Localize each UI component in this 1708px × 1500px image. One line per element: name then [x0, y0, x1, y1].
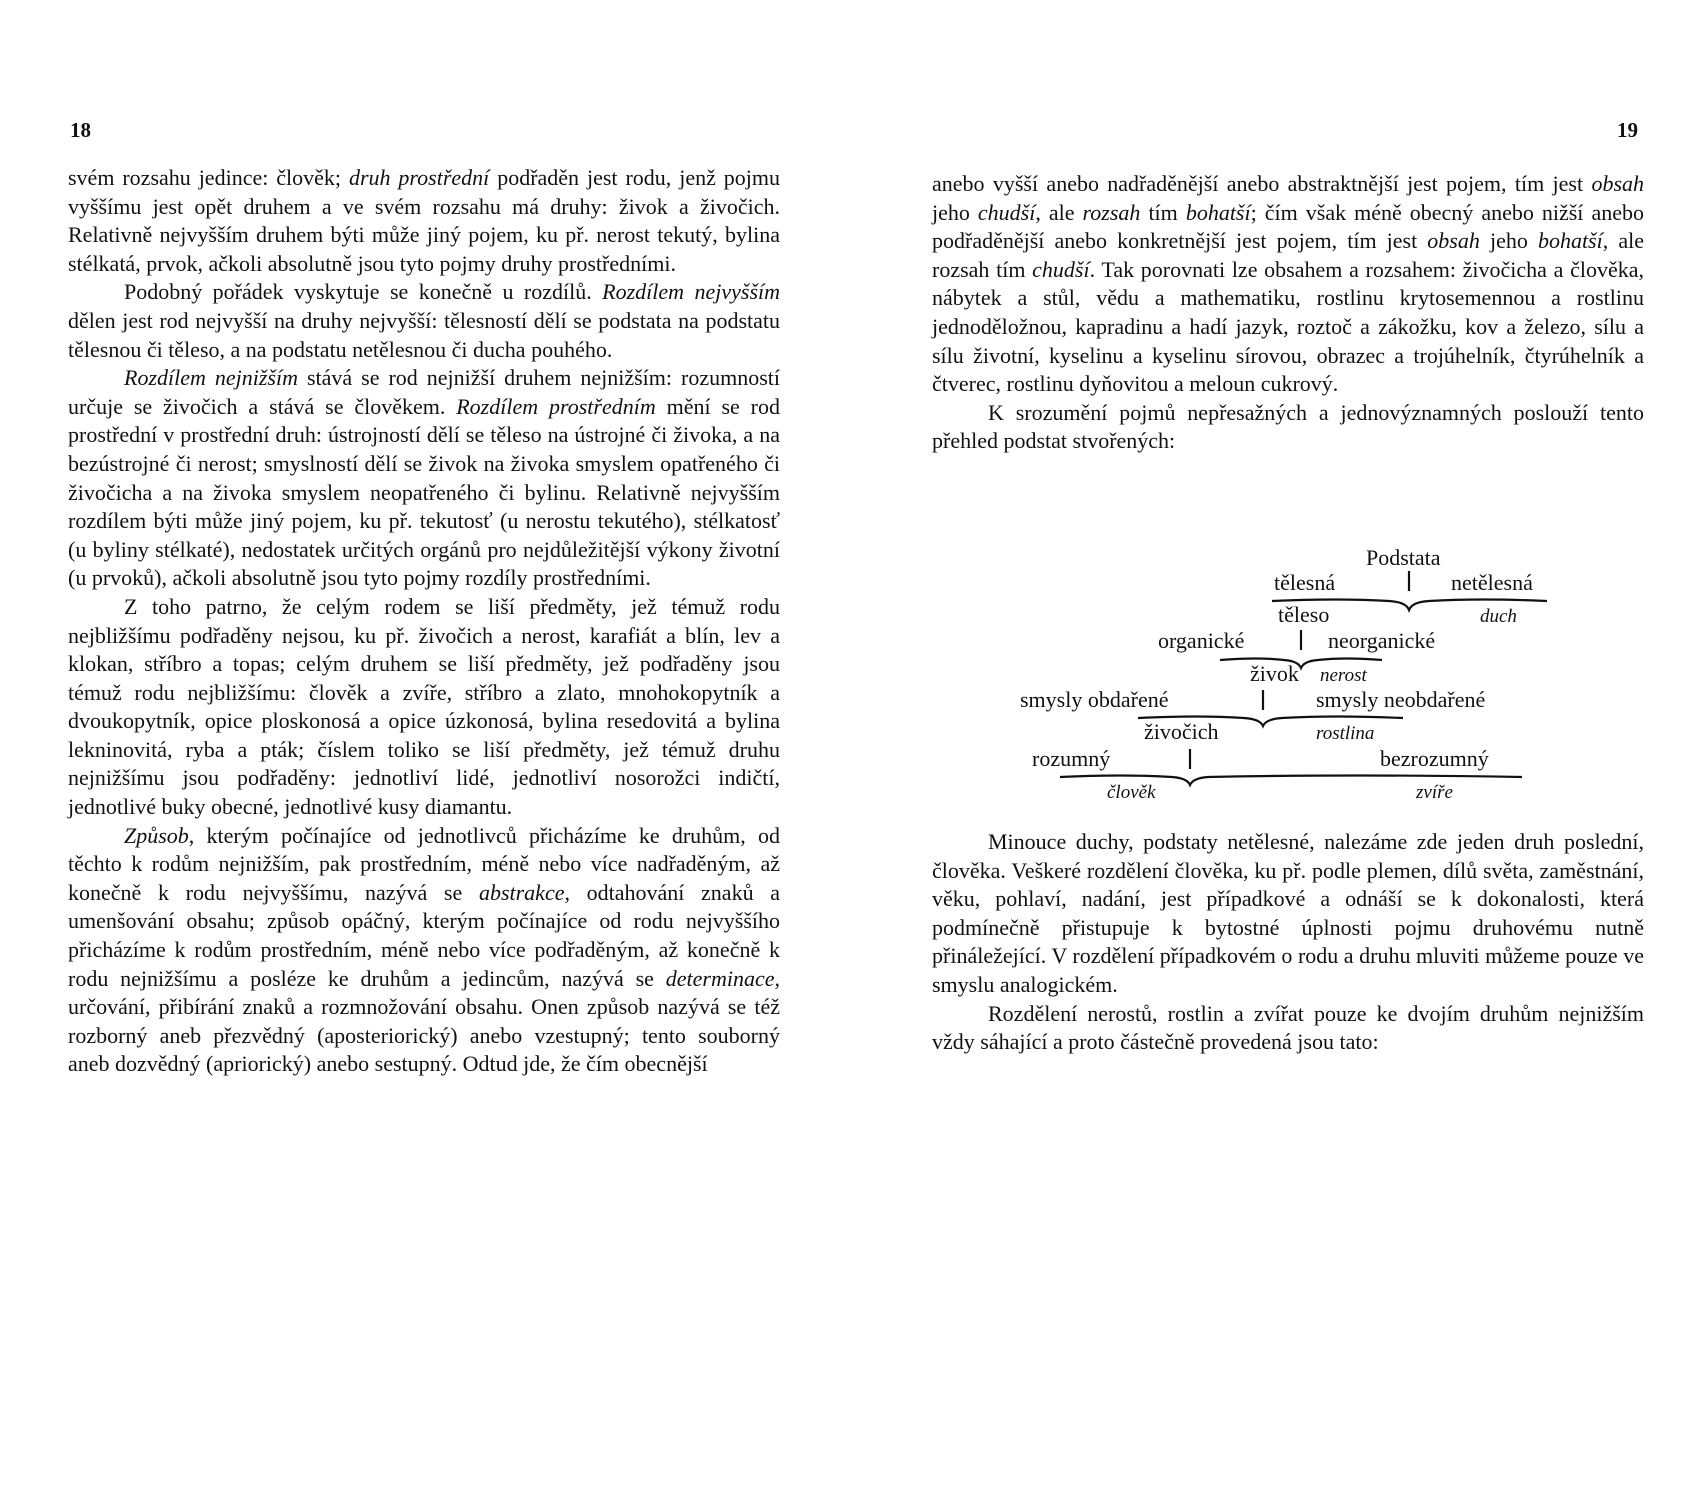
diagram-l2-left: organické	[1158, 628, 1245, 653]
left-text-column	[68, 164, 780, 1079]
diagram-l4-right-result: zvíře	[1416, 782, 1453, 803]
diagram-l3-left: smysly obdařené	[1020, 687, 1169, 712]
diagram-l3-right: smysly neobdařené	[1316, 687, 1486, 712]
diagram-l2-left-result: živok	[1250, 661, 1299, 686]
text-run: Podobný pořádek vyskytuje se konečně u rozdílů.	[124, 279, 603, 305]
text-run: jeho	[932, 199, 978, 225]
page-number: 19	[1617, 118, 1638, 142]
italic-term: bohatší	[1185, 199, 1251, 225]
diagram-root: Podstata	[1366, 545, 1441, 570]
text-run: svém rozsahu jedince: člověk;	[68, 165, 349, 190]
paragraph	[68, 593, 780, 822]
italic-term: bohatší	[1537, 228, 1603, 254]
paragraph	[932, 1000, 1644, 1057]
text-run: , odtahování znaků a umenšování obsahu; způsob opáčný, kterým počínajíce od rodu nejvyššího přicházíme k rodům prostředním, méně nebo více podřaděným, až konečně k rodu nejnižšímu a posléze ke druhům a jedincům, nazývá se	[68, 879, 780, 991]
diagram-l4-left-result: člověk	[1107, 782, 1156, 803]
diagram-l1-right: netělesná	[1451, 570, 1533, 595]
text-run: , kterým počínajíce od jednotlivců přicházíme ke druhům, od těchto k rodům nejnižším, pak prostředním, méně nebo více nadřaděným, až konečně k rodu nejvyššímu, nazývá se	[68, 822, 780, 905]
italic-term: druh prostřední	[348, 165, 490, 190]
italic-term: obsah	[1591, 171, 1644, 196]
right-page	[854, 0, 1708, 1500]
paragraph	[932, 828, 1644, 1000]
italic-term: Rozdílem prostředním	[456, 393, 656, 419]
italic-term: chudší	[977, 199, 1036, 225]
text-run: , ale rozsah tím	[932, 228, 1644, 282]
text-run: dělen jest rod nejvyšší na druhy nejvyšší: tělesností dělí se podstata na podstatu tělesnou či těleso, a na podstatu netělesnou či ducha pouhého.	[68, 307, 780, 362]
diagram-brace	[1060, 776, 1522, 786]
paragraph	[68, 822, 780, 1079]
paragraph	[68, 164, 780, 278]
italic-term: Rozdílem nejnižším	[124, 365, 298, 391]
text-run: . Tak porovnati lze obsahem a rozsahem: živočicha a člověka, nábytek a stůl, vědu a mathematiku, rostlinu krytosemennou a rostlinu jednoděložnou, kapradinu a hadí jazyk, roztoč a zákožku, kov a železo, sílu a sílu životní, kyselinu a kyselinu sírovou, obrazec a trojúhelník, čtyrúhelník a čtverec, rostlinu dyňovitou a meloun cukrový.	[932, 256, 1644, 397]
right-text-column-bottom	[932, 828, 1644, 1057]
text-run: , ale	[1035, 199, 1083, 225]
paragraph	[68, 364, 780, 593]
text-run: podřaděn jest rodu, jenž pojmu vyššímu jest opět druhem a ve svém rozsahu má druhy: živok a živočich. Relativně nejvyšším druhem býti může jiný pojem, ku př. nerost tekutý, bylina stélkatá, prvok, ačkoli absolutně jsou tyto pojmy druhy prostředními.	[68, 165, 780, 276]
diagram-l2-right-result: nerost	[1320, 665, 1367, 686]
diagram-brace	[1272, 600, 1547, 611]
diagram-l4-right: bezrozumný	[1380, 746, 1489, 771]
diagram-l1-right-result: duch	[1480, 606, 1517, 627]
italic-term: Rozdílem nejvyšším	[602, 279, 781, 305]
italic-term: determinace	[665, 965, 775, 991]
text-run: , určování, přibírání znaků a rozmnožování obsahu. Onen způsob nazývá se též rozborný aneb přezvědný (aposteriorický) anebo vzestupný; tento souborný aneb dozvědný (apriorický) anebo sestupný. Odtud jde, že čím obecnější	[68, 965, 780, 1077]
text-run: mění se rod prostřední v prostřední druh: ústrojností dělí se těleso na ústrojné či živoka, a na bezústrojné či nerost; smyslností dělí se živok na živoka smyslem opatřeného či živočicha a na živoka smyslem neopatřeného či bylinu. Relativně nejvyšším rozdílem býti může jiný pojem, ku př. tekutosť (u nerostu tekutého), stélkatosť (u byliny stélkaté), nedostatek určitých orgánů pro nejdůležitější výkony životní (u prvoků), ačkoli absolutně jsou tyto pojmy rozdíly prostředními.	[68, 393, 780, 591]
diagram-l1-left-result: těleso	[1278, 602, 1330, 627]
italic-term: Způsob	[124, 822, 189, 848]
diagram-l3-left-result: živočich	[1144, 719, 1219, 744]
paragraph	[932, 170, 1644, 399]
diagram-brace	[1138, 717, 1403, 727]
italic-term: abstrakce	[478, 879, 565, 905]
text-run: stává se rod nejnižší druhem nejnižším: rozumností určuje se živočich a stává se člověkem.	[68, 365, 780, 419]
diagram-l1-left: tělesná	[1274, 570, 1336, 595]
italic-term: rozsah	[1082, 199, 1141, 225]
right-text-column-top	[932, 170, 1644, 456]
text-run: tím	[1140, 199, 1186, 225]
text-run: ; čím však méně obecný anebo nižší anebo podřaděnější anebo konkretnější jest pojem, tím jest	[932, 199, 1644, 254]
text-run: Z toho patrno, že celým rodem se liší předměty, jež témuž rodu nejbližšímu podřaděny nejsou, ku př. živočich a nerost, karafiát a blín, lev a klokan, stříbro a topas; celým druhem se liší předměty, jež podřaděny jsou témuž rodu nejbližšímu: člověk a zvíře, stříbro a zlato, mnohokopytník a dvoukopytník, opice ploskonosá a opice úzkonosá, bylina resedovitá a bylina lekninovitá, ryba a pták; číslem toliko se liší předměty, jež témuž druhu nejnižšímu jsou podřaděny: jednotliví lidé, jednotliví nosorožci indičtí, jednotlivé buky obecné, jednotlivé kusy diamantu.	[68, 593, 780, 820]
paragraph	[68, 278, 780, 364]
diagram-l4-left: rozumný	[1032, 746, 1111, 771]
italic-term: obsah	[1427, 228, 1480, 254]
diagram-l2-right: neorganické	[1328, 628, 1436, 653]
text-run: anebo vyšší anebo nadřaděnější anebo abstraktnější jest pojem, tím jest	[932, 171, 1592, 196]
italic-term: chudší	[1032, 256, 1090, 282]
page-number: 18	[70, 118, 91, 142]
diagram-brace	[1220, 659, 1382, 669]
paragraph	[932, 399, 1644, 456]
text-run: K srozumění pojmů nepřesažných a jednovýznamných poslouží tento přehled podstat stvořených:	[932, 399, 1644, 454]
diagram-l3-right-result: rostlina	[1316, 723, 1375, 744]
text-run: Rozdělení nerostů, rostlin a zvířat pouze ke dvojím druhům nejnižším vždy sáhající a proto částečně provedená jsou tato:	[932, 1000, 1644, 1055]
text-run: Minouce duchy, podstaty netělesné, nalezáme zde jeden druh poslední, člověka. Veškeré rozdělení člověka, ku př. podle plemen, dílů světa, zaměstnání, věku, pohlaví, nadání, jest případkové a odnáší se k dokonalosti, která podmínečně přistupuje k bytostné úplnosti pojmu druhovému nutně přináležející. V rozdělení případkovém o rodu a druhu mluviti můžeme pouze ve smyslu analogickém.	[932, 829, 1644, 997]
text-run: jeho	[1479, 228, 1538, 254]
